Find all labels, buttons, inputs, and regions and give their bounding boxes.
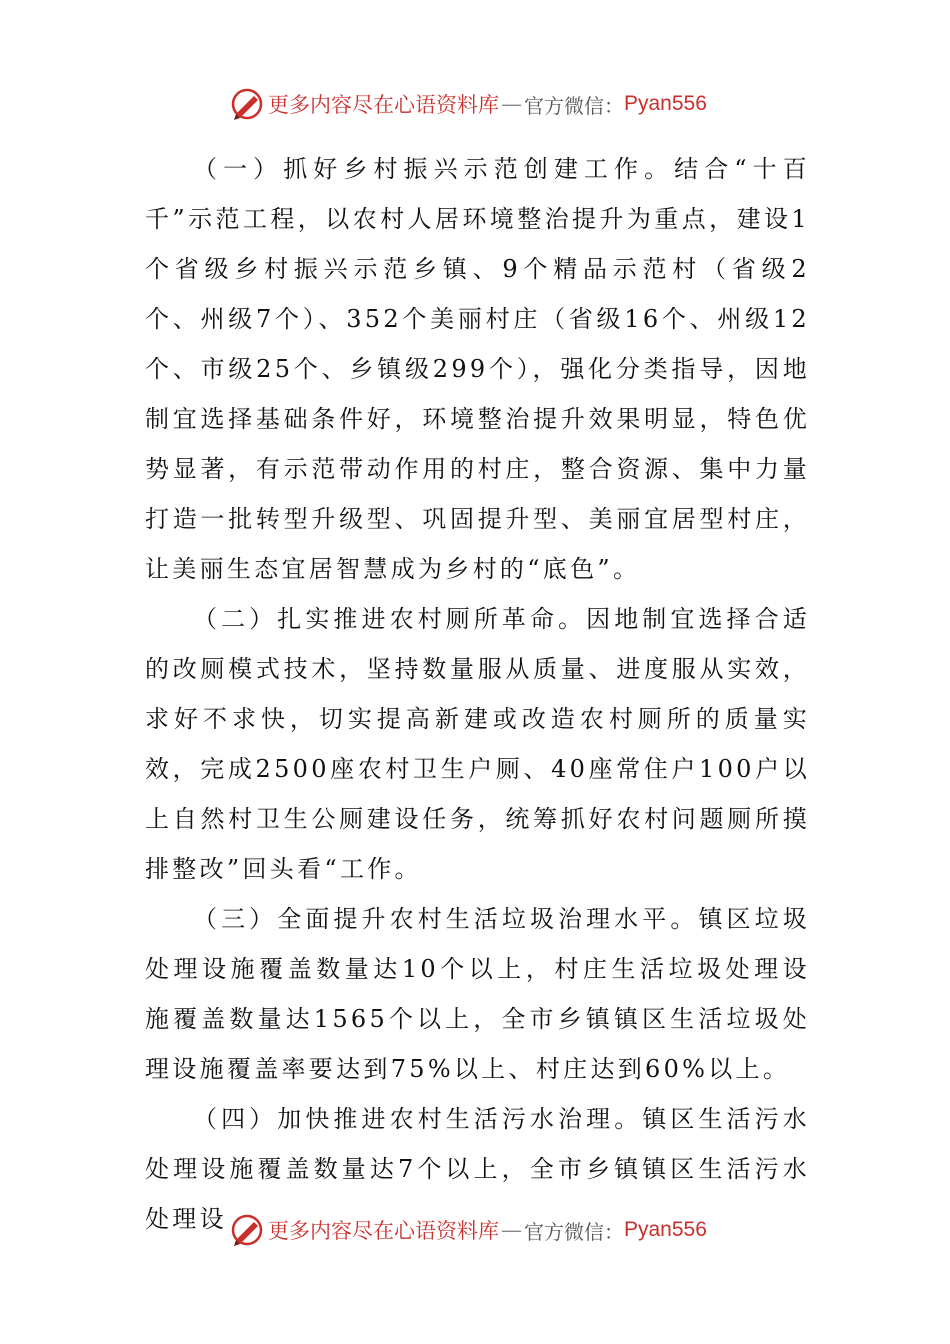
paragraph-4: （四）加快推进农村生活污水治理。镇区生活污水处理设施覆盖数量达7个以上，全市乡镇镇区生活污水处理设 [145, 1105, 810, 1233]
watermark-banner-top [230, 84, 750, 124]
paragraph-1: （一）抓好乡村振兴示范创建工作。结合“十百千”示范工程，以农村人居环境整治提升为重点，建设1个省级乡村振兴示范乡镇、9个精品示范村（省级2个、州级7个）、352个美丽村庄（省级16个、州级12个、市级25个、乡镇级299个），强化分类指导，因地制宜选择基础条件好，环境整治提升效果明显，特色优势显著，有示范带动作用的村庄，整合资源、集中力量打造一批转型升级型、巩固提升型、美丽宜居型村庄，让美丽生态宜居智慧成为乡村的“底色”。 [145, 155, 810, 583]
document-body [145, 144, 810, 1244]
pen-circle-logo-icon [230, 1213, 264, 1247]
pen-circle-logo-icon [230, 87, 264, 121]
watermark-banner-bottom [230, 1210, 750, 1250]
banner-site-text: 更多内容尽在心语资料库 [268, 93, 499, 117]
paragraph-3: （三）全面提升农村生活垃圾治理水平。镇区垃圾处理设施覆盖数量达10个以上，村庄生活垃圾处理设施覆盖数量达1565个以上，全市乡镇镇区生活垃圾处理设施覆盖率要达到75%以上、村庄达到60%以上。 [145, 905, 810, 1083]
banner-site-text: 更多内容尽在心语资料库 [268, 1219, 499, 1243]
banner-dash: — [501, 1218, 522, 1242]
banner-wechat-id: Pyan556 [624, 92, 707, 115]
banner-dash: — [501, 92, 522, 116]
banner-wechat-id: Pyan556 [624, 1218, 707, 1241]
banner-wechat-label: 官方微信： [524, 93, 624, 118]
paragraph-2: （二）扎实推进农村厕所革命。因地制宜选择合适的改厕模式技术，坚持数量服从质量、进度服从实效，求好不求快，切实提高新建或改造农村厕所的质量实效，完成2500座农村卫生户厕、40座常住户100户以上自然村卫生公厕建设任务，统筹抓好农村问题厕所摸排整改”回头看“工作。 [145, 605, 810, 883]
banner-wechat-label: 官方微信： [524, 1219, 624, 1244]
